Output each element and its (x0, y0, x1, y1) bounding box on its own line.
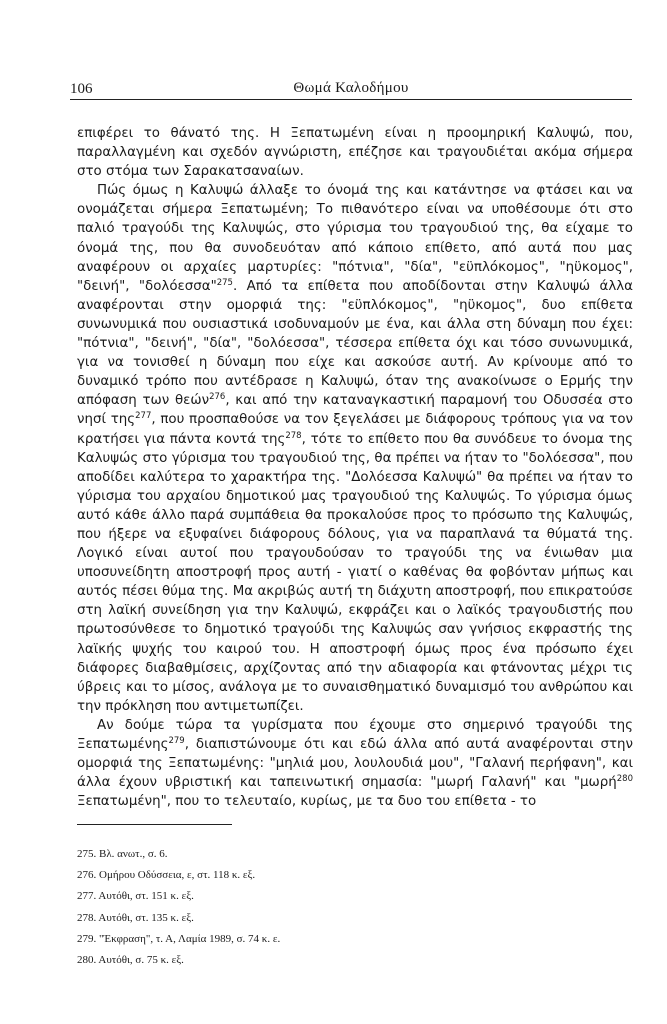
paragraph-1 (77, 124, 633, 181)
paragraph-1-text: επιφέρει το θάνατό της. Η Ξεπατωμένη είναι η προομηρική Καλυψώ, που, παραλλαγμένη και σχεδόν αγνώριστη, επέζησε και τραγουδιέται ακόμα σήμερα στο στόμα των Σαρακατσαναίων. (77, 126, 633, 180)
running-head: Θωμά Καλοδήμου (293, 80, 409, 96)
body-text (77, 124, 633, 811)
paragraph-2-text-d: , που προσπαθούσε να τον ξεγελάσει με διάφορους τρόπους για να τον κρατήσει για πάντα κοντά της (77, 412, 634, 447)
page-header (70, 79, 632, 100)
page-number: 106 (70, 81, 93, 97)
footnote-ref-275[interactable]: 275 (216, 277, 233, 288)
paragraph-2 (77, 181, 633, 716)
footnote-ref-276[interactable]: 276 (209, 392, 226, 403)
paragraph-3-text-a: Αν δούμε τώρα τα γυρίσματα που έχουμε στο σημερινό τραγούδι της Ξεπατωμένης (77, 717, 633, 752)
footnote-ref-280[interactable]: 280 (616, 774, 633, 785)
footnote-279: 279. "Έκφραση", τ. Α, Λαμία 1989, σ. 74 κ. ε. (77, 932, 281, 945)
paragraph-3 (77, 716, 633, 811)
paragraph-3-text-c: Ξεπατωμένη", που το τελευταίο, κυρίως, με τα δυο του επίθετα - το (77, 794, 537, 810)
paragraph-2-text-c: , και από την καταναγκαστική παραμονή του Οδυσσέα στο νησί της (77, 393, 634, 428)
footnote-ref-279[interactable]: 279 (168, 736, 185, 746)
paragraph-2-text-b: . Από τα επίθετα που αποδίδονται στην Καλυψώ άλλα αναφέρονται στην ομορφιά της: "εϋπλόκομος", "ηϋκομος", δυο επίθετα συνωνυμικά που ουσιαστικά ισοδυναμούν με ένα, και άλλα στη δύναμη που έχει: "πότνια", "δεινή", "δία", "δολόεσσα", τέσσερα επίθετα όχι και τόσο συνωνυμικά, για να τονισθεί η δύναμη που είχε και ασκούσε αυτή. Αν κρίνουμε από το δυναμικό τρόπο που αντέδρασε η Καλυψώ, όταν της ανακοίνωσε ο Ερμής την απόφαση των θεών (77, 278, 634, 409)
footnotes (77, 844, 597, 971)
footnote-275: 275. Βλ. ανωτ., σ. 6. (77, 848, 168, 860)
footnote-278: 278. Αυτόθι, στ. 135 κ. εξ. (77, 911, 194, 924)
paragraph-2-text-e: , τότε το επίθετο που θα συνόδευε το όνομα της Καλυψώς στο γύρισμα του τραγουδιού της, θα πρέπει να ήταν το "δολόεσσα", που αποδίδει καλύτερα το χαρακτήρα της. "Δολόεσσα Καλυψώ" θα πρέπει να ήταν το γύρισμα του αρχαίου δημοτικού μας τραγουδιού της Καλυψώς. Το γύρισμα όμως αυτό κάθε άλλο παρά συμπάθεια θα προκαλούσε προς το πρόσωπο της Καλυψώς, που ήξερε να εξυφαίνει διάφορους δόλους, για να παραπλανά τα θύματά της. Λογικό είναι αυτοί που τραγουδούσαν το τραγούδι της να ένιωθαν μια υποσυνείδητη αποστροφή προς αυτή - γιατί ο καθένας θα φοβόνταν μήπως και αυτός πέσει θύμα της. Μα ακριβώς αυτή τη διάχυτη αποστροφή, που επικρατούσε στη λαϊκή συνείδηση για την Καλυψώ, εκφράζει και ο λαϊκός τραγουδιστής που πρωτοσύνθεσε το δημοτικό τραγούδι της Καλυψώς σαν γνήσιος εκφραστής της λαϊκής ψυχής του καιρού του. Η αποστροφή όμως προς ένα πρόσωπο έχει διάφορες διαβαθμίσεις, αρχίζοντας από την αδιαφορία και φτάνοντας μέχρι τις ύβρεις και το μίσος, ανάλογα με το συναισθηματικό δυναμισμό του ανθρώπου και την πρόκληση που αντιμετωπίζει. (77, 431, 633, 714)
paragraph-2-text-a: Πώς όμως η Καλυψώ άλλαξε το όνομά της και κατάντησε να φτάσει και να ονομάζεται σήμερα Ξεπατωμένη; Το πιθανότερο είναι να υποθέσουμε ότι στο παλιό τραγούδι της Καλυψώς, στο γύρισμα του τραγουδιού της, θα είχαμε το όνομά της, που θα συνοδευόταν από κάποιο επίθετο, από αυτά που μας αναφέρουν οι αρχαίες μαρτυρίες: "πότνια", "δία", "εϋπλόκομος", "ηϋκομος", "δεινή", "δολόεσσα" (77, 183, 633, 294)
footnote-ref-278[interactable]: 278 (285, 430, 302, 441)
footnote-277: 277. Αυτόθι, στ. 151 κ. εξ. (77, 890, 194, 903)
paragraph-3-text-b: , διαπιστώνουμε ότι και εδώ άλλα από αυτά αναφέρονται στην ομορφιά της Ξεπατωμένης: "μηλιά μου, λουλουδιά μου", "Γαλανή περήφανη", και άλλα έχουν υβριστική και ταπεινωτική σημασία: "μωρή Γαλανή" και "μωρή (77, 737, 633, 791)
footnote-280: 280. Αυτόθι, σ. 75 κ. εξ. (77, 954, 184, 967)
footnote-ref-277[interactable]: 277 (135, 411, 152, 422)
footnote-276: 276. Ομήρου Οδύσσεια, ε, στ. 118 κ. εξ. (77, 869, 256, 882)
footnote-divider (77, 824, 232, 825)
